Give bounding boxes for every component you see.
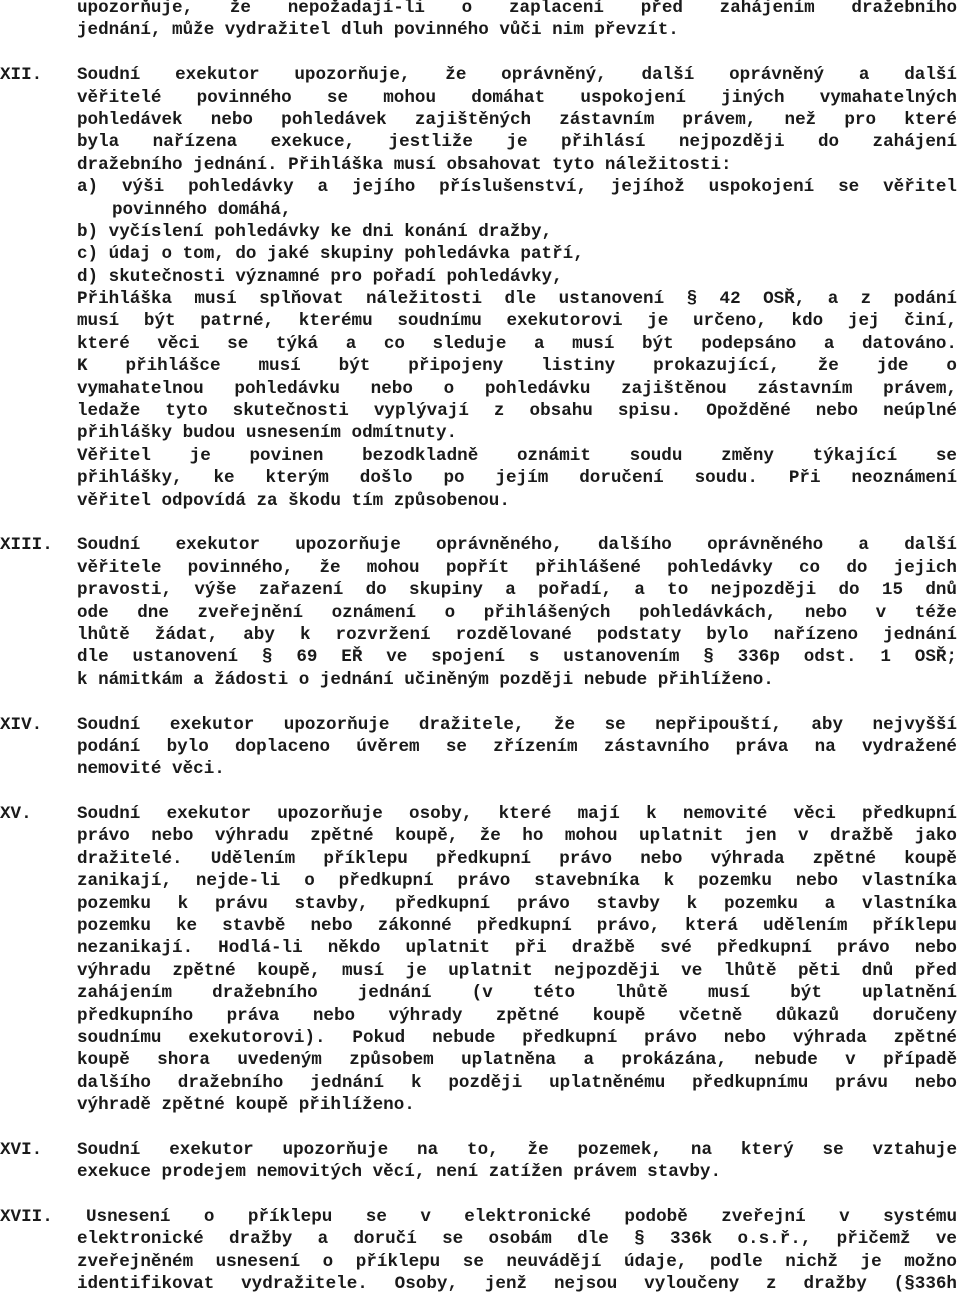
text-line: Usnesení o příklepu se v elektronické podobě zveřejní v systému [86, 1207, 957, 1228]
text-line: výhradě zpětné koupě přihlíženo. [77, 1095, 415, 1116]
text-line: pravosti, výše zařazení do skupiny a pořadí, a to nejpozději do 15 dnů [77, 580, 957, 601]
text-line: musí být patrné, kterému soudnímu exekutorovi je určeno, kdo jej činí, [77, 311, 957, 332]
text-line: přihlášky, ke kterým došlo po jejím doručení soudu. Při neoznámení [77, 468, 957, 489]
section-xii [0, 64, 957, 512]
text-line: lhůtě žádat, aby k rozvržení rozdělované podstaty bylo nařízeno jednání [77, 624, 957, 645]
text-line: které věci se týká a co sleduje a musí být podepsáno a datováno. [77, 333, 957, 354]
list-item: b) vyčíslení pohledávky ke dni konání dražby, [77, 221, 553, 242]
text-line: zveřejněném usnesení o příklepu se neuvádějí údaje, podle nichž je možno [77, 1251, 957, 1272]
text-line: dalšího dražebního jednání k později uplatněnému předkupnímu právu nebo [77, 1072, 957, 1093]
text-line: Soudní exekutor upozorňuje dražitele, že se nepřipouští, aby nejvyšší [77, 714, 957, 735]
section-number: XIV. [0, 714, 43, 735]
text-line: výhradu zpětné koupě, musí je uplatnit nejpozději ve lhůtě pěti dnů před [77, 960, 957, 981]
section-xvi [0, 1139, 957, 1184]
text-line: ledaže tyto skutečnosti vyplývají z obsahu spisu. Opožděné nebo neúplné [77, 401, 957, 422]
text-line: soudnímu exekutorovi). Pokud nebude předkupní právo nebo výhrada zpětné [77, 1027, 957, 1048]
list-item: c) údaj o tom, do jaké skupiny pohledávka patří, [77, 244, 584, 265]
text-line: Věřitel je povinen bezodkladně oznámit soudu změny týkající se [77, 445, 957, 466]
text-line: Soudní exekutor upozorňuje osoby, které mají k nemovité věci předkupní [77, 804, 957, 825]
text-line: nemovité věci. [77, 759, 225, 780]
text-line: předkupního práva nebo výhrady zpětné koupě včetně důkazů doručeny [77, 1005, 957, 1026]
text-line: pozemku k právu stavby, předkupní právo stavby k pozemku a vlastníka [77, 893, 957, 914]
text-line: ode dne zveřejnění oznámení o přihlášených pohledávkách, nebo v téže [77, 602, 957, 623]
section-number: XVI. [0, 1139, 43, 1160]
text-line: Soudní exekutor upozorňuje na to, že pozemek, na který se vztahuje [77, 1139, 957, 1160]
text-line: podání bylo doplaceno úvěrem se zřízením zástavního práva na vydražené [77, 736, 957, 757]
text-line: nezanikají. Hodlá-li někdo uplatnit při dražbě své předkupní právo nebo [77, 938, 957, 959]
text-line: dražebního jednání. Přihláška musí obsahovat tyto náležitosti: [77, 154, 732, 175]
text-line: přihlášky budou usnesením odmítnuty. [77, 423, 458, 444]
section-number: XIII. [0, 535, 53, 556]
text-line: zahájením dražebního jednání (v této lhůtě musí být uplatnění [77, 983, 957, 1004]
text-line: jednání, může vydražitel dluh povinného vůči nim převzít. [77, 20, 679, 41]
list-item: a) výši pohledávky a jejího příslušenství, jejíhož uspokojení se věřitel [77, 177, 957, 198]
text-line: Soudní exekutor upozorňuje, že oprávněný, další oprávněný a další [77, 65, 957, 86]
text-line: dle ustanovení § 69 EŘ ve spojení s ustanovením § 336p odst. 1 OSŘ; [77, 647, 957, 668]
text-line: vymahatelnou pohledávku nebo o pohledávku zajištěnou zástavním právem, [77, 378, 957, 399]
text-line: zanikají, nejde-li o předkupní právo stavebníka k pozemku nebo vlastníka [77, 871, 957, 892]
section-xiii [0, 534, 957, 691]
section-xv [0, 803, 957, 1116]
text-line: k námitkám a žádosti o jednání učiněným později nebude přihlíženo. [77, 669, 774, 690]
section-number: XVII. [0, 1207, 53, 1228]
text-line: Přihláška musí splňovat náležitosti dle ustanovení § 42 OSŘ, a z podání [77, 289, 957, 310]
text-line: dražitelé. Udělením příklepu předkupní právo nebo výhrada zpětné koupě [77, 848, 957, 869]
text-line: Soudní exekutor upozorňuje oprávněného, dalšího oprávněného a další [77, 535, 957, 556]
text-line: exekuce prodejem nemovitých věcí, není zatížen právem stavby. [77, 1162, 722, 1183]
text-line: pohledávek nebo pohledávek zajištěných zástavním právem, než pro které [77, 109, 957, 130]
text-line: věřitelé povinného se mohou domáhat uspokojení jiných vymahatelných [77, 87, 957, 108]
text-line: pozemku ke stavbě nebo zákonné předkupní právo, která udělením příklepu [77, 916, 957, 937]
section-xvii [0, 1206, 957, 1296]
text-line: elektronické dražby a doručí se osobám dle § 336k o.s.ř., přičemž ve [77, 1229, 957, 1250]
section-xi-continuation [0, 0, 957, 42]
text-line: věřitele povinného, že mohou popřít přihlášené pohledávky co do jejich [77, 557, 957, 578]
text-line: identifikovat vydražitele. Osoby, jenž nejsou vyloučeny z dražby (§336h [77, 1274, 957, 1295]
list-item-continuation: povinného domáhá, [112, 199, 292, 220]
text-line: koupě shora uvedeným způsobem uplatněna a prokázána, nebude v případě [77, 1050, 957, 1071]
text-line: byla nařízena exekuce, jestliže je přihlásí nejpozději do zahájení [77, 132, 957, 153]
text-line: věřitel odpovídá za škodu tím způsobenou. [77, 490, 510, 511]
section-xiv [0, 714, 957, 781]
text-line: K přihlášce musí být připojeny listiny prokazující, že jde o [77, 356, 957, 377]
section-number: XV. [0, 804, 32, 825]
text-line: upozorňuje, že nepožadají-li o zaplacení před zahájením dražebního [77, 0, 957, 18]
list-item: d) skutečnosti významné pro pořadí pohledávky, [77, 266, 563, 287]
text-line: právo nebo výhradu zpětné koupě, že ho mohou uplatnit jen v dražbě jako [77, 826, 957, 847]
section-number: XII. [0, 65, 43, 86]
